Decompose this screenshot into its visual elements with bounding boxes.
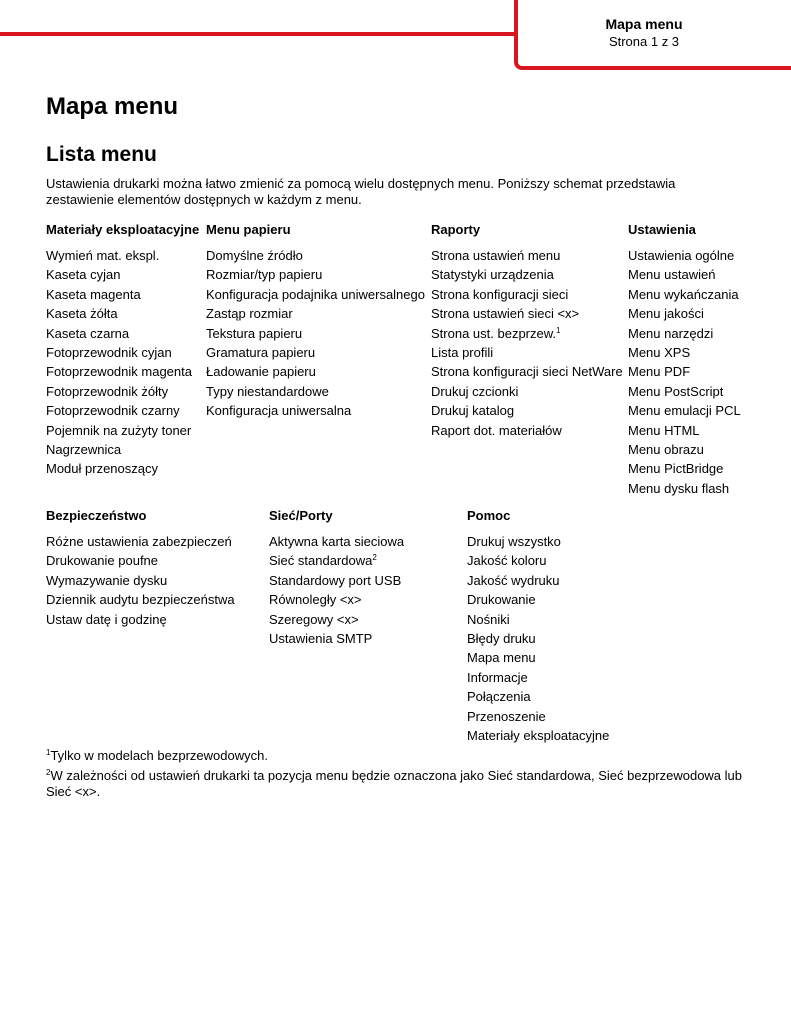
menu-item-label: Kaseta żółta — [46, 306, 118, 322]
menu-item — [269, 551, 404, 570]
menu-item — [467, 707, 609, 726]
menu-item — [431, 362, 623, 381]
menu-item-label: Ładowanie papieru — [206, 364, 316, 380]
menu-item-label: Kaseta magenta — [46, 286, 141, 302]
footnote-reference: 1 — [556, 325, 561, 335]
menu-item — [46, 532, 235, 551]
menu-item-label: Dziennik audytu bezpieczeństwa — [46, 592, 235, 608]
menu-item-label: Informacje — [467, 669, 528, 685]
menu-item — [269, 590, 404, 609]
menu-item — [46, 590, 235, 609]
menu-item-label: Kaseta cyjan — [46, 267, 121, 283]
menu-item-label: Menu XPS — [628, 344, 691, 360]
menu-item-label: Materiały eksploatacyjne — [467, 727, 610, 743]
menu-item — [206, 304, 425, 323]
menu-item-label: Strona ust. bezprzew. — [431, 325, 557, 341]
menu-item — [206, 401, 425, 420]
menu-item — [46, 343, 199, 362]
menu-item-label: Ustawienia ogólne — [628, 248, 735, 263]
menu-item — [431, 401, 623, 420]
menu-item — [628, 362, 741, 381]
menu-item-label: Menu ustawień — [628, 267, 716, 283]
menu-item-label: Standardowy port USB — [269, 572, 402, 588]
menu-item-label: Drukowanie — [467, 592, 536, 608]
menu-item-label: Nagrzewnica — [46, 441, 122, 457]
menu-item-label: Lista profili — [431, 344, 494, 360]
menu-item — [628, 246, 741, 265]
menu-item — [431, 324, 623, 343]
footnote-mark: 2 — [46, 768, 51, 777]
menu-item-label: Menu HTML — [628, 422, 700, 438]
menu-item — [46, 551, 235, 570]
menu-item — [46, 362, 199, 381]
menu-item — [628, 459, 741, 478]
menu-item — [431, 265, 623, 284]
menu-item — [431, 285, 623, 304]
menu-item — [628, 304, 741, 323]
menu-item — [467, 687, 609, 706]
menu-column-heading: Menu papieru — [206, 222, 291, 237]
menu-item-label: Domyślne źródło — [206, 248, 303, 263]
menu-item — [46, 285, 199, 304]
menu-item — [628, 421, 741, 440]
menu-item — [269, 610, 404, 629]
menu-item-label: Konfiguracja uniwersalna — [206, 403, 352, 419]
menu-column-security — [46, 508, 235, 629]
menu-item — [431, 246, 623, 265]
menu-item — [628, 479, 741, 498]
menu-item — [628, 285, 741, 304]
menu-item-label: Wymazywanie dysku — [46, 572, 168, 588]
menu-item — [628, 324, 741, 343]
menu-item-label: Strona ustawień sieci <x> — [431, 306, 580, 322]
menu-item-label: Połączenia — [467, 689, 531, 705]
menu-item — [269, 629, 404, 648]
menu-item-label: Drukuj wszystko — [467, 534, 561, 549]
menu-item — [628, 343, 741, 362]
menu-item-label: Drukuj katalog — [431, 403, 515, 419]
menu-item-label: Menu dysku flash — [628, 480, 730, 496]
menu-item — [206, 362, 425, 381]
menu-item — [467, 668, 609, 687]
menu-item-label: Fotoprzewodnik czarny — [46, 403, 180, 419]
menu-item-label: Równoległy <x> — [269, 592, 362, 608]
footnote-reference: 2 — [372, 553, 377, 563]
menu-item-label: Statystyki urządzenia — [431, 267, 554, 283]
footnote-text: W zależności od ustawień drukarki ta pozycja menu będzie oznaczona jako Sieć standardowa, Sieć bezprzewodowa lub Sieć <x>. — [46, 768, 742, 799]
menu-item — [206, 265, 425, 284]
menu-item-label: Moduł przenoszący — [46, 461, 158, 477]
menu-item-label: Pojemnik na zużyty toner — [46, 422, 192, 438]
menu-item-label: Menu PDF — [628, 364, 691, 380]
menu-item-label: Sieć standardowa — [269, 553, 373, 569]
footnote-mark: 1 — [46, 748, 51, 757]
footnote-text: Tylko w modelach bezprzewodowych. — [50, 748, 268, 763]
menu-item — [46, 324, 199, 343]
menu-column-network-ports — [269, 508, 404, 648]
menu-item — [46, 265, 199, 284]
menu-item — [431, 343, 623, 362]
menu-item — [46, 610, 235, 629]
menu-item — [46, 421, 199, 440]
menu-item-label: Menu emulacji PCL — [628, 403, 741, 419]
menu-item-label: Ustaw datę i godzinę — [46, 611, 167, 627]
menu-item-label: Raport dot. materiałów — [431, 422, 562, 438]
section-title: Lista menu — [46, 143, 157, 166]
menu-item — [206, 285, 425, 304]
menu-item-label: Przenoszenie — [467, 708, 546, 724]
menu-item — [46, 459, 199, 478]
menu-item — [206, 343, 425, 362]
menu-item — [467, 648, 609, 667]
menu-item — [467, 726, 609, 745]
menu-item-label: Fotoprzewodnik magenta — [46, 364, 192, 380]
menu-item-label: Mapa menu — [467, 650, 536, 666]
menu-item-label: Ustawienia SMTP — [269, 630, 373, 646]
intro-text: Ustawienia drukarki można łatwo zmienić za pomocą wielu dostępnych menu. Poniższy schemat przedstawia zestawienie elementów dostępnych w każdym z menu. — [46, 176, 676, 207]
menu-item-label: Błędy druku — [467, 630, 536, 646]
menu-item — [431, 304, 623, 323]
menu-item-label: Aktywna karta sieciowa — [269, 534, 405, 549]
footnote — [46, 768, 746, 800]
menu-item — [206, 324, 425, 343]
menu-column-heading: Bezpieczeństwo — [46, 508, 147, 523]
menu-item — [46, 246, 199, 265]
menu-item — [628, 265, 741, 284]
menu-column-paper — [206, 222, 425, 421]
menu-column-heading: Pomoc — [467, 508, 511, 523]
menu-item — [467, 551, 609, 570]
menu-item — [628, 401, 741, 420]
menu-item — [467, 610, 609, 629]
header-rule — [0, 32, 518, 36]
menu-column-heading: Ustawienia — [628, 222, 696, 237]
menu-item-label: Typy niestandardowe — [206, 383, 329, 399]
menu-item — [628, 440, 741, 459]
menu-item-label: Zastąp rozmiar — [206, 306, 293, 322]
menu-column-heading: Materiały eksploatacyjne — [46, 222, 200, 237]
menu-item-label: Kaseta czarna — [46, 325, 130, 341]
header-title: Mapa menu — [605, 16, 683, 32]
menu-item — [467, 571, 609, 590]
footnote — [46, 748, 746, 764]
menu-item — [46, 401, 199, 420]
page-title: Mapa menu — [46, 93, 179, 120]
menu-item-label: Strona ustawień menu — [431, 248, 561, 263]
menu-item-label: Jakość koloru — [467, 553, 547, 569]
menu-item-label: Tekstura papieru — [206, 325, 303, 341]
menu-item — [467, 532, 609, 551]
menu-item-label: Drukowanie poufne — [46, 553, 159, 569]
menu-item-label: Menu jakości — [628, 306, 704, 322]
menu-item-label: Strona konfiguracji sieci — [431, 286, 569, 302]
menu-item-label: Szeregowy <x> — [269, 611, 359, 627]
menu-item-label: Menu wykańczania — [628, 286, 739, 302]
menu-item-label: Drukuj czcionki — [431, 383, 519, 399]
menu-item-label: Fotoprzewodnik żółty — [46, 383, 169, 399]
menu-column-settings — [628, 222, 741, 498]
header-page-number: Strona 1 z 3 — [608, 34, 680, 49]
menu-item-label: Nośniki — [467, 611, 510, 627]
menu-item — [467, 629, 609, 648]
menu-item-label: Różne ustawienia zabezpieczeń — [46, 534, 232, 549]
menu-item — [206, 246, 425, 265]
menu-item-label: Menu PostScript — [628, 383, 724, 399]
menu-item — [431, 421, 623, 440]
menu-item — [46, 382, 199, 401]
menu-item-label: Menu PictBridge — [628, 461, 724, 477]
menu-column-heading: Raporty — [431, 222, 481, 237]
menu-item — [431, 382, 623, 401]
menu-item-label: Strona konfiguracji sieci NetWare — [431, 364, 623, 380]
menu-column-reports — [431, 222, 623, 440]
menu-column-supplies — [46, 222, 199, 479]
menu-column-help — [467, 508, 609, 745]
menu-item-label: Jakość wydruku — [467, 572, 560, 588]
menu-item — [206, 382, 425, 401]
menu-item — [269, 532, 404, 551]
menu-item-label: Gramatura papieru — [206, 344, 316, 360]
menu-item-label: Wymień mat. ekspl. — [46, 248, 160, 263]
menu-item-label: Fotoprzewodnik cyjan — [46, 344, 172, 360]
menu-item — [46, 571, 235, 590]
menu-item-label: Menu narzędzi — [628, 325, 714, 341]
menu-item — [269, 571, 404, 590]
menu-item — [46, 440, 199, 459]
menu-item — [46, 304, 199, 323]
menu-item-label: Menu obrazu — [628, 441, 704, 457]
menu-item-label: Konfiguracja podajnika uniwersalnego — [206, 286, 425, 302]
menu-column-heading: Sieć/Porty — [269, 508, 333, 523]
menu-item — [628, 382, 741, 401]
menu-item-label: Rozmiar/typ papieru — [206, 267, 323, 283]
menu-item — [467, 590, 609, 609]
